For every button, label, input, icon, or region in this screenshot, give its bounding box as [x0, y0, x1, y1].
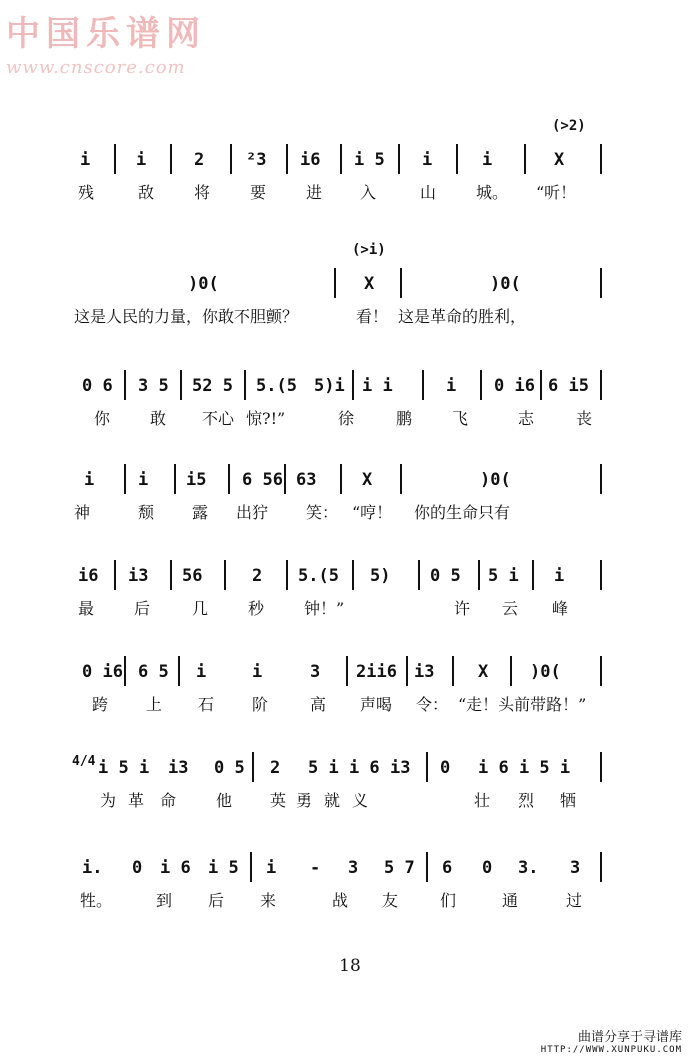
lyric: 来 — [260, 891, 277, 910]
barline — [422, 370, 424, 400]
note: 0 6 — [82, 376, 113, 396]
lyric: 将 — [194, 183, 211, 202]
note: 0 5 — [214, 758, 245, 778]
note: X — [362, 470, 373, 490]
watermark — [6, 6, 206, 78]
lyric: 颓 — [138, 503, 155, 522]
note: 0 i6 — [82, 662, 123, 682]
lyric: 他 — [216, 791, 233, 810]
lyric: 烈 — [518, 791, 535, 810]
note: i6 — [78, 566, 99, 586]
watermark-title: 中国乐谱网 — [6, 14, 206, 54]
rest-marker: )0( — [188, 274, 219, 294]
lyric: 到 — [156, 891, 173, 910]
note: 3 — [570, 858, 581, 878]
barline — [340, 464, 342, 494]
note: 3 — [348, 858, 359, 878]
barline — [352, 560, 354, 590]
note: 3 5 — [138, 376, 169, 396]
lyric: 不心 — [202, 409, 235, 428]
lyric: 最 — [78, 599, 95, 618]
lyrics-row — [70, 690, 610, 718]
barline — [230, 144, 232, 174]
lyric: “哼！ — [352, 503, 393, 522]
note: i5 — [186, 470, 207, 490]
lyric: 英 — [270, 791, 287, 810]
lyric: 山 — [420, 183, 437, 202]
barline — [456, 144, 458, 174]
lyric: 飞 — [452, 409, 469, 428]
note: i i — [362, 376, 393, 396]
barline — [174, 464, 176, 494]
note: i — [554, 566, 565, 586]
lyric: 阶 — [252, 695, 269, 714]
lyric: 这是人民的力量，你敢不胆颤？ — [74, 307, 299, 326]
score-system-4 — [70, 464, 610, 526]
notes-row — [70, 656, 610, 690]
notes-row — [70, 852, 610, 886]
barline — [600, 752, 602, 782]
lyrics-row — [70, 786, 610, 814]
lyric: 牺 — [560, 791, 577, 810]
note: 5 7 — [384, 858, 415, 878]
barline — [600, 464, 602, 494]
lyric: 许 — [454, 599, 471, 618]
watermark-url: www.cnscore.com — [6, 57, 186, 78]
lyric: 惊?!” — [246, 409, 286, 428]
lyric: 敢 — [150, 409, 167, 428]
note: 0 i6 — [494, 376, 535, 396]
lyric: 命 — [160, 791, 177, 810]
note: 0 5 — [430, 566, 461, 586]
barline — [600, 656, 602, 686]
lyric: 牲。 — [80, 891, 113, 910]
lyric: 进 — [306, 183, 323, 202]
barline — [406, 656, 408, 686]
note: 5 i i 6 — [308, 758, 380, 778]
lyrics-row — [70, 302, 610, 330]
lyric: 看！ — [356, 307, 389, 326]
lyric: 残 — [78, 183, 95, 202]
note: 2 — [194, 150, 205, 170]
footer — [541, 1026, 682, 1055]
barline — [418, 560, 420, 590]
rest-marker: )0( — [480, 470, 511, 490]
barline — [170, 560, 172, 590]
barline — [346, 656, 348, 686]
lyric: 丧 — [576, 409, 593, 428]
note: 63 — [296, 470, 317, 490]
barline — [426, 752, 428, 782]
note: - — [310, 858, 321, 878]
page-number: 18 — [339, 956, 361, 976]
accent-mark: (>2) — [552, 118, 586, 134]
note: i 6 — [160, 858, 191, 878]
note: 3. — [518, 858, 539, 878]
note: 0 — [132, 858, 143, 878]
score-system-6 — [70, 656, 610, 718]
barline — [180, 370, 182, 400]
note: 5.(5 — [256, 376, 297, 396]
barline — [426, 852, 428, 882]
lyric: 后 — [208, 891, 225, 910]
note: i — [446, 376, 457, 396]
note: 56 — [182, 566, 203, 586]
lyric: 几 — [192, 599, 209, 618]
lyric: 们 — [440, 891, 457, 910]
note: 5.(5 — [298, 566, 339, 586]
barline — [340, 144, 342, 174]
lyric: 峰 — [552, 599, 569, 618]
lyric: 通 — [502, 891, 519, 910]
note: X — [554, 150, 565, 170]
note: i3 — [414, 662, 435, 682]
note: 2 — [252, 566, 263, 586]
note: i — [196, 662, 207, 682]
barline — [250, 852, 252, 882]
lyric: 后 — [134, 599, 151, 618]
lyric: 过 — [566, 891, 583, 910]
lyrics-row — [70, 886, 610, 914]
lyrics-row — [70, 594, 610, 622]
lyrics-row — [70, 404, 610, 432]
note: 2ii6 — [356, 662, 397, 682]
note: 5 i — [488, 566, 519, 586]
barline — [178, 656, 180, 686]
note: i — [136, 150, 147, 170]
lyric: 你 — [94, 409, 111, 428]
barline — [510, 656, 512, 686]
lyric: 云 — [502, 599, 519, 618]
lyric: 高 — [310, 695, 327, 714]
barline — [124, 656, 126, 686]
rest-marker: )0( — [490, 274, 521, 294]
barline — [480, 370, 482, 400]
lyric: 徐 — [338, 409, 355, 428]
barline — [398, 144, 400, 174]
note: 52 5 — [192, 376, 233, 396]
note: 6 56 — [242, 470, 283, 490]
lyric: 义 — [352, 791, 369, 810]
barline — [244, 370, 246, 400]
barline — [400, 268, 402, 298]
note: i — [138, 470, 149, 490]
barline — [524, 144, 526, 174]
barline — [124, 370, 126, 400]
barline — [600, 144, 602, 174]
lyric: 鹏 — [396, 409, 413, 428]
note: i — [422, 150, 433, 170]
lyric: 令： — [416, 695, 449, 714]
note: i. — [82, 858, 103, 878]
score-system-5 — [70, 560, 610, 622]
notes-row — [70, 752, 610, 786]
lyric: 壮 — [474, 791, 491, 810]
note: 5)i — [314, 376, 345, 396]
lyric: 革 — [128, 791, 145, 810]
note: 0 — [440, 758, 451, 778]
barline — [334, 268, 336, 298]
barline — [600, 370, 602, 400]
lyric: 秒 — [248, 599, 265, 618]
lyric: 入 — [360, 183, 377, 202]
note: 3 — [310, 662, 321, 682]
note: 6 i5 — [548, 376, 589, 396]
barline — [600, 560, 602, 590]
rest-marker: )0( — [530, 662, 561, 682]
notes-row — [70, 560, 610, 594]
lyric: 城。 — [476, 183, 509, 202]
lyric: 志 — [518, 409, 535, 428]
notes-row — [70, 370, 610, 404]
lyric: 神 — [74, 503, 91, 522]
barline — [114, 560, 116, 590]
barline — [228, 464, 230, 494]
footer-text: 曲谱分享于寻谱库 — [577, 1030, 682, 1045]
note: ²3 — [246, 150, 267, 170]
lyric: 战 — [332, 891, 349, 910]
barline — [478, 560, 480, 590]
lyric: 上 — [146, 695, 163, 714]
barline — [124, 464, 126, 494]
lyric: 这是革命的胜利， — [398, 307, 527, 326]
accent-mark: (>i) — [352, 242, 386, 258]
lyric: 声喝 — [360, 695, 393, 714]
note: X — [478, 662, 489, 682]
note: i 6 i 5 i — [478, 758, 571, 778]
barline — [286, 560, 288, 590]
note: 6 — [442, 858, 453, 878]
barline — [600, 268, 602, 298]
note: i — [252, 662, 263, 682]
barline — [532, 560, 534, 590]
note: 2 — [270, 758, 281, 778]
note: i 5 — [354, 150, 385, 170]
barline — [284, 464, 286, 494]
note: 5) — [370, 566, 391, 586]
lyric: 笑： — [306, 503, 339, 522]
lyric: “听！ — [536, 183, 577, 202]
note: i 5 i — [98, 758, 150, 778]
barline — [540, 370, 542, 400]
footer-url: HTTP://WWW.XUNPUKU.COM — [540, 1045, 682, 1055]
note: 0 — [482, 858, 493, 878]
lyric: 友 — [382, 891, 399, 910]
note: i3 — [390, 758, 411, 778]
lyric: 露 — [192, 503, 209, 522]
barline — [170, 144, 172, 174]
lyrics-row — [70, 178, 610, 206]
note: 6 5 — [138, 662, 169, 682]
lyric: 钟！” — [304, 599, 345, 618]
note: i — [482, 150, 493, 170]
barline — [452, 656, 454, 686]
score-system-7 — [70, 752, 610, 814]
notes-row — [70, 464, 610, 498]
lyric: 敌 — [138, 183, 155, 202]
score-system-8 — [70, 852, 610, 914]
lyric: 你的生命只有 — [414, 503, 511, 522]
lyric: 出狞 — [236, 503, 269, 522]
note: i6 — [300, 150, 321, 170]
note: i3 — [128, 566, 149, 586]
lyrics-row — [70, 498, 610, 526]
note: i3 — [168, 758, 189, 778]
barline — [114, 144, 116, 174]
note: i 5 — [208, 858, 239, 878]
score-system-2 — [70, 242, 610, 330]
barline — [252, 752, 254, 782]
barline — [400, 464, 402, 494]
notes-row — [70, 144, 610, 178]
lyric: 跨 — [92, 695, 109, 714]
barline — [352, 370, 354, 400]
note: X — [364, 274, 375, 294]
notes-row — [70, 268, 610, 302]
barline — [224, 560, 226, 590]
note: i — [84, 470, 95, 490]
time-signature: 4/4 — [72, 754, 96, 769]
lyric: 勇 — [296, 791, 313, 810]
barline — [600, 852, 602, 882]
barline — [286, 144, 288, 174]
score-system-1 — [70, 118, 610, 206]
lyric: 就 — [324, 791, 341, 810]
lyric: 石 — [198, 695, 215, 714]
lyric: “走！头前带路！” — [458, 695, 587, 714]
note: i — [80, 150, 91, 170]
lyric: 要 — [250, 183, 267, 202]
note: i — [266, 858, 277, 878]
score-system-3 — [70, 370, 610, 432]
lyric: 为 — [100, 791, 117, 810]
